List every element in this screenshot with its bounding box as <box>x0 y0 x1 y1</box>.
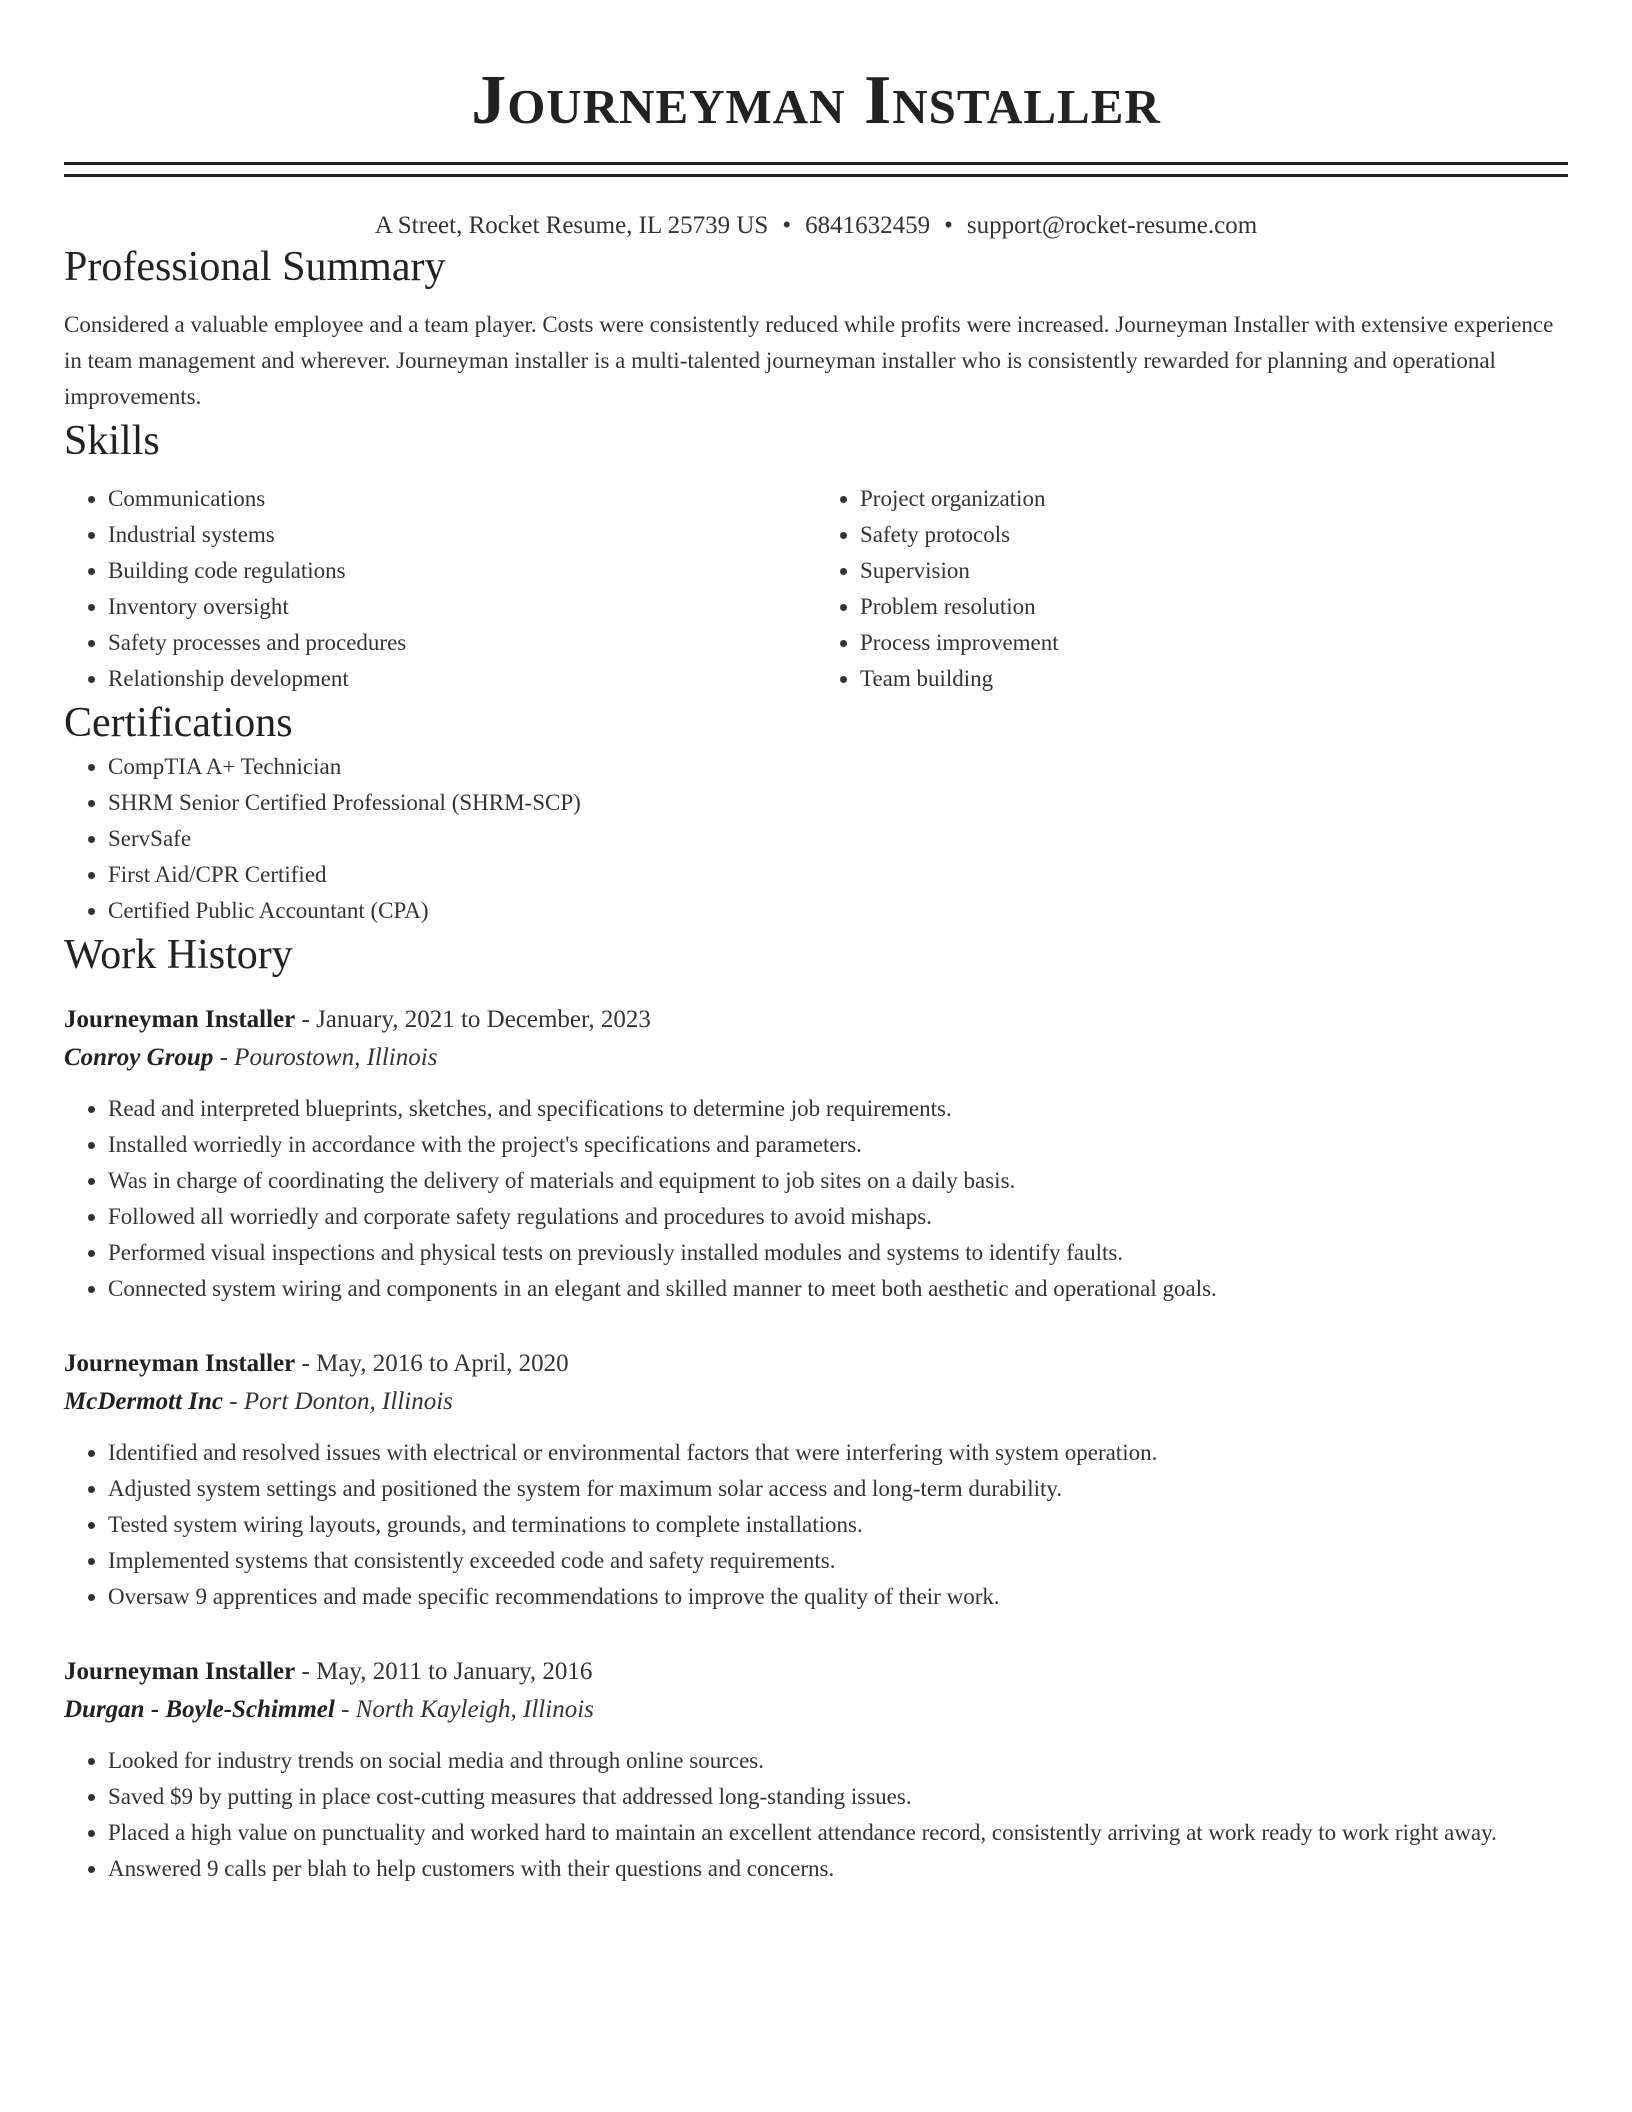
job-duty: • Was in charge of coordinating the delivery of materials and equipment to job sites on a daily basis. <box>108 1163 1568 1199</box>
job-dates: January, 2021 to December, 2023 <box>316 1006 651 1033</box>
job-entry <box>64 1345 1568 1615</box>
skill-item: • Relationship development <box>108 661 816 697</box>
job-duty: • Installed worriedly in accordance with the project's specifications and parameters. <box>108 1127 1568 1163</box>
skill-item: • Inventory oversight <box>108 589 816 625</box>
job-company-line <box>64 1691 1568 1729</box>
job-company: Conroy Group <box>64 1044 214 1071</box>
skill-item: • Team building <box>860 661 1568 697</box>
job-duties-list <box>64 1743 1568 1887</box>
job-company-line <box>64 1039 1568 1077</box>
certification-item: • SHRM Senior Certified Professional (SHRM-SCP) <box>108 785 1568 821</box>
certification-item: • Certified Public Accountant (CPA) <box>108 893 1568 929</box>
job-duty: • Tested system wiring layouts, grounds, and terminations to complete installations. <box>108 1507 1568 1543</box>
job-dash: - <box>334 1696 356 1723</box>
certifications-list <box>64 749 1568 929</box>
job-duties-list <box>64 1091 1568 1307</box>
header-double-rule <box>64 162 1568 177</box>
job-duty: • Oversaw 9 apprentices and made specific recommendations to improve the quality of their work. <box>108 1579 1568 1615</box>
job-duty: • Implemented systems that consistently exceeded code and safety requirements. <box>108 1543 1568 1579</box>
contact-line <box>64 211 1568 241</box>
skill-item: • Problem resolution <box>860 589 1568 625</box>
skill-item: • Communications <box>108 481 816 517</box>
contact-email: support@rocket-resume.com <box>966 212 1258 239</box>
job-duty: • Connected system wiring and components in an elegant and skilled manner to meet both aesthetic and operational goals. <box>108 1271 1568 1307</box>
skill-item: • Safety protocols <box>860 517 1568 553</box>
job-duty: • Answered 9 calls per blah to help customers with their questions and concerns. <box>108 1851 1568 1887</box>
skill-item: • Industrial systems <box>108 517 816 553</box>
skills-list-right <box>816 481 1568 697</box>
job-entry <box>64 1653 1568 1887</box>
job-title-line <box>64 1001 1568 1039</box>
job-title: Journeyman Installer <box>64 1006 296 1033</box>
certification-item: • CompTIA A+ Technician <box>108 749 1568 785</box>
skills-heading: Skills <box>64 418 160 464</box>
job-dash: - <box>295 1658 317 1685</box>
job-title-line <box>64 1653 1568 1691</box>
skill-item: • Safety processes and procedures <box>108 625 816 661</box>
job-dash: - <box>295 1006 317 1033</box>
job-dates: May, 2011 to January, 2016 <box>316 1658 593 1685</box>
job-duty: • Adjusted system settings and positioned the system for maximum solar access and long-term durability. <box>108 1471 1568 1507</box>
job-title-line <box>64 1345 1568 1383</box>
contact-separator: • <box>782 212 792 239</box>
job-duty: • Read and interpreted blueprints, sketches, and specifications to determine job requirements. <box>108 1091 1568 1127</box>
job-duty: • Followed all worriedly and corporate safety regulations and procedures to avoid mishaps. <box>108 1199 1568 1235</box>
job-duty: • Identified and resolved issues with electrical or environmental factors that were interfering with system operation. <box>108 1435 1568 1471</box>
job-location: Pourostown, Illinois <box>234 1044 438 1071</box>
skill-item: • Building code regulations <box>108 553 816 589</box>
certification-item: • First Aid/CPR Certified <box>108 857 1568 893</box>
job-dash: - <box>223 1388 244 1415</box>
job-location: Port Donton, Illinois <box>243 1388 453 1415</box>
job-company-line <box>64 1383 1568 1421</box>
skills-columns <box>64 481 1568 697</box>
work-history-heading: Work History <box>64 932 293 978</box>
job-duties-list <box>64 1435 1568 1615</box>
certification-item: • ServSafe <box>108 821 1568 857</box>
job-company: McDermott Inc <box>64 1388 224 1415</box>
job-company: Durgan - Boyle-Schimmel <box>64 1696 335 1723</box>
job-duty: • Saved $9 by putting in place cost-cutting measures that addressed long-standing issues. <box>108 1779 1568 1815</box>
contact-address: A Street, Rocket Resume, IL 25739 US <box>374 212 769 239</box>
job-duty: • Placed a high value on punctuality and worked hard to maintain an excellent attendance record, consistently arriving at work ready to work right away. <box>108 1815 1568 1851</box>
job-title: Journeyman Installer <box>64 1350 296 1377</box>
job-entry <box>64 1001 1568 1307</box>
certifications-heading: Certifications <box>64 700 293 746</box>
skill-item: • Process improvement <box>860 625 1568 661</box>
skill-item: • Project organization <box>860 481 1568 517</box>
job-dash: - <box>295 1350 317 1377</box>
job-duty: • Performed visual inspections and physical tests on previously installed modules and systems to identify faults. <box>108 1235 1568 1271</box>
summary-text: Considered a valuable employee and a team player. Costs were consistently reduced while profits were increased. Journeyman Installer with extensive experience in team management and wherever. Journeyman installer is a multi-talented journeyman installer who is consistently rewarded for planning and operational improvements. <box>64 312 1554 409</box>
job-title: Journeyman Installer <box>64 1658 296 1685</box>
contact-phone: 6841632459 <box>805 212 931 239</box>
skills-list-left <box>64 481 816 697</box>
resume-name: Journeyman Installer <box>471 62 1161 139</box>
job-duty: • Looked for industry trends on social media and through online sources. <box>108 1743 1568 1779</box>
skill-item: • Supervision <box>860 553 1568 589</box>
job-location: North Kayleigh, Illinois <box>355 1696 594 1723</box>
job-dash: - <box>213 1044 235 1071</box>
summary-heading: Professional Summary <box>64 244 446 290</box>
job-dates: May, 2016 to April, 2020 <box>316 1350 569 1377</box>
contact-separator: • <box>944 212 953 239</box>
